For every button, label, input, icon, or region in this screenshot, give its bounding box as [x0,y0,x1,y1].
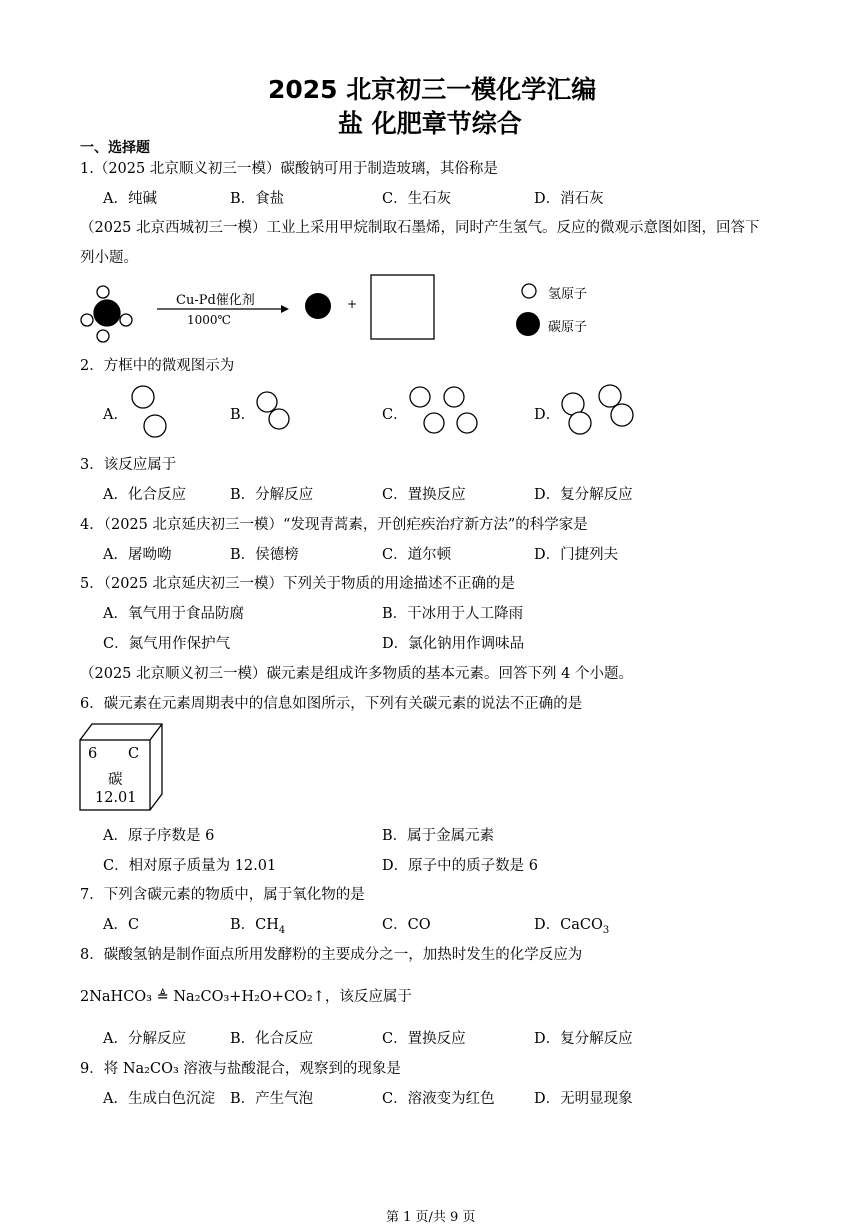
q6-option-d: D．原子中的质子数是 6 [382,858,538,874]
q6-stem: 6．碳元素在元素周期表中的信息如图所示，下列有关碳元素的说法不正确的是 [80,696,583,712]
q8-option-b: B．化合反应 [230,1031,314,1047]
q2-option-c: C． [382,407,408,423]
q5-stem: 5．（2025 北京延庆初三一模）下列关于物质的用途描述不正确的是 [80,576,515,592]
q5-option-d: D．氯化钠用作调味品 [382,636,525,652]
q2-stem: 2．方框中的微观图示为 [80,358,235,374]
intro-xicheng-line2: 列小题。 [80,250,138,266]
q1-option-b: B．食盐 [230,191,285,207]
plus-sign: + [347,297,358,311]
intro-xicheng-line1: （2025 北京西城初三一模）工业上采用甲烷制取石墨烯，同时产生氢气。反应的微观示意图如图，回答下 [80,220,760,236]
q6-option-c: C．相对原子质量为 12.01 [103,858,277,874]
q4-option-d: D．门捷列夫 [534,547,619,563]
q9-option-a: A．生成白色沉淀 [103,1091,215,1107]
catalyst-label: Cu-Pd催化剂 [176,293,255,308]
q2-option-b: B． [230,407,256,423]
q6-option-b: B．属于金属元素 [382,828,495,844]
q9-stem: 9．将 Na₂CO₃ 溶液与盐酸混合，观察到的现象是 [80,1061,401,1077]
q7-option-a: A．C [103,917,140,933]
q1-stem: 1.（2025 北京顺义初三一模）碳酸钠可用于制造玻璃，其俗称是 [80,161,498,177]
q9-option-d: D．无明显现象 [534,1091,633,1107]
q1-option-d: D．消石灰 [534,191,604,207]
page-title-line2: 盐 化肥章节综合 [338,109,522,138]
q1-option-a: A．纯碱 [103,191,157,207]
q8-stem: 8．碳酸氢钠是制作面点所用发酵粉的主要成分之一，加热时发生的化学反应为 [80,947,583,963]
element-number: 6 [88,746,98,762]
q4-stem: 4．（2025 北京延庆初三一模）“发现青蒿素，开创疟疾治疗新方法”的科学家是 [80,517,588,533]
q1-option-c: C．生石灰 [382,191,452,207]
element-name: 碳 [108,772,123,788]
element-mass: 12.01 [95,790,137,806]
q8-option-c: C．置换反应 [382,1031,466,1047]
q5-option-a: A．氧气用于食品防腐 [103,606,244,622]
q5-option-c: C．氮气用作保护气 [103,636,231,652]
q9-option-b: B．产生气泡 [230,1091,314,1107]
q7-option-b: B．$CH_4$ [230,917,286,936]
temperature-label: 1000℃ [187,313,231,327]
q5-option-b: B．干冰用于人工降雨 [382,606,524,622]
q3-stem: 3．该反应属于 [80,457,177,473]
q4-option-c: C．道尔顿 [382,547,452,563]
legend-carbon-label: 碳原子 [548,320,588,335]
q3-option-b: B．分解反应 [230,487,314,503]
q8-option-d: D．复分解反应 [534,1031,633,1047]
q3-option-d: D．复分解反应 [534,487,633,503]
q2-option-d: D． [534,407,561,423]
q4-option-b: B．侯德榜 [230,547,299,563]
legend-hydrogen-label: 氢原子 [548,287,588,302]
element-symbol: C [128,746,140,762]
q3-option-a: A．化合反应 [103,487,186,503]
section-heading: 一、选择题 [80,140,150,156]
page-title-line1: 2025 北京初三一模化学汇编 [268,75,597,104]
q9-option-c: C．溶液变为红色 [382,1091,495,1107]
q4-option-a: A．屠呦呦 [103,547,172,563]
q3-option-c: C．置换反应 [382,487,466,503]
q8-equation: 2NaHCO₃ ≜ Na₂CO₃+H₂O+CO₂↑，该反应属于 [80,989,412,1005]
q7-option-c: C．CO [382,917,431,933]
q8-option-a: A．分解反应 [103,1031,186,1047]
page-footer: 第 1 页/共 9 页 [386,1210,476,1225]
q6-option-a: A．原子序数是 6 [103,828,215,844]
q7-stem: 7．下列含碳元素的物质中，属于氧化物的是 [80,887,365,903]
q7-option-d: D．CaCO$_3$ [534,917,610,936]
q2-option-a: A． [103,407,128,423]
intro-shunyi: （2025 北京顺义初三一模）碳元素是组成许多物质的基本元素。回答下列 4 个小题。 [80,666,633,682]
